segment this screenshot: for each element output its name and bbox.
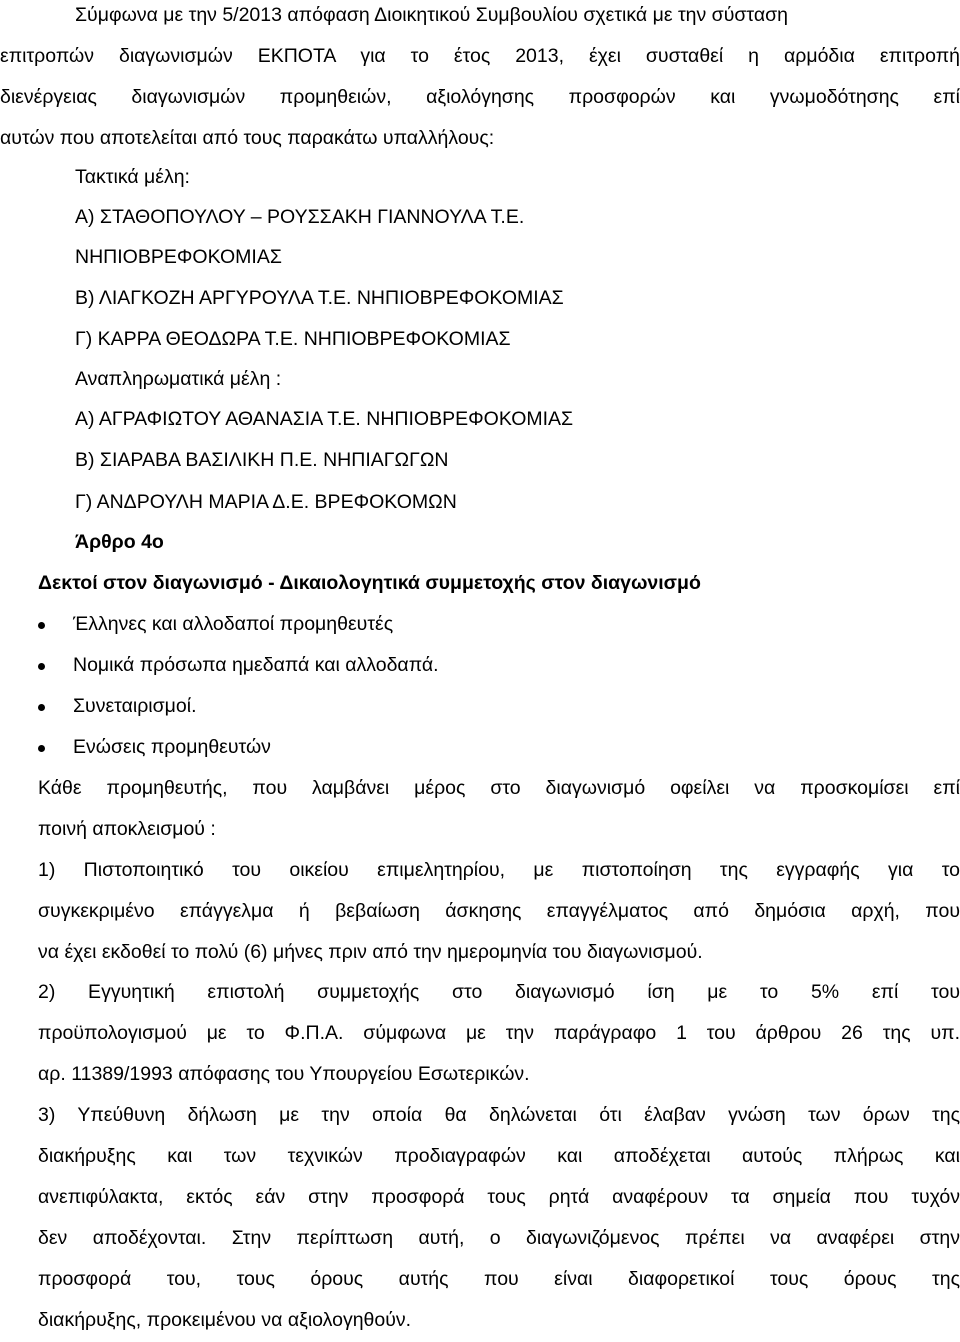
alternate-member-c: Γ) ΑΝΔΡΟΥΛΗ ΜΑΡΙΑ Δ.Ε. ΒΡΕΦΟΚΟΜΩΝ — [75, 491, 457, 513]
item-3-line-3: ανεπιφύλακτα, εκτός εάν στην προσφορά τους ρητά αναφέρουν τα σημεία που τυχόν — [38, 1186, 960, 1208]
bullet-item-3: Συνεταιρισμοί. — [73, 695, 197, 717]
article-title: Άρθρο 4ο — [75, 531, 164, 553]
intro-line-3: διενέργειας διαγωνισμών προμηθειών, αξιολόγησης προσφορών και γνωμοδότησης επί — [0, 86, 960, 108]
bullet-item-4: Ενώσεις προμηθευτών — [73, 736, 271, 758]
item-2-line-2: προϋπολογισμού με το Φ.Π.Α. σύμφωνα με την παράγραφο 1 του άρθρου 26 της υπ. — [38, 1022, 960, 1044]
bullet-dot — [38, 704, 45, 711]
intro-line-1: Σύμφωνα με την 5/2013 απόφαση Διοικητικού Συμβουλίου σχετικά με την σύσταση — [75, 4, 788, 26]
item-1-line-2: συγκεκριμένο επάγγελμα ή βεβαίωση άσκησης επαγγέλματος από δημόσια αρχή, που — [38, 900, 960, 922]
item-3-line-5: προσφορά του, τους όρους αυτής που είναι διαφορετικοί τους όρους της — [38, 1268, 960, 1290]
body-p1-line-2: ποινή αποκλεισμού : — [38, 818, 216, 840]
regular-member-c: Γ) ΚΑΡΡΑ ΘΕΟΔΩΡΑ Τ.Ε. ΝΗΠΙΟΒΡΕΦΟΚΟΜΙΑΣ — [75, 328, 511, 350]
regular-member-a: Α) ΣΤΑΘΟΠΟΥΛΟΥ – ΡΟΥΣΣΑΚΗ ΓΙΑΝΝΟΥΛΑ Τ.Ε. — [75, 206, 525, 228]
bullet-dot — [38, 622, 45, 629]
regular-member-b: Β) ΛΙΑΓΚΟΖΗ ΑΡΓΥΡΟΥΛΑ Τ.Ε. ΝΗΠΙΟΒΡΕΦΟΚΟΜΙΑΣ — [75, 287, 564, 309]
item-3-line-2: διακήρυξης και των τεχνικών προδιαγραφών και αποδέχεται αυτούς πλήρως και — [38, 1145, 960, 1167]
item-1-line-1: 1) Πιστοποιητικό του οικείου επιμελητηρίου, με πιστοποίηση της εγγραφής για το — [38, 859, 960, 881]
item-3-line-1: 3) Υπεύθυνη δήλωση με την οποία θα δηλώνεται ότι έλαβαν γνώση των όρων της — [38, 1104, 960, 1126]
item-3-line-6: διακήρυξης, προκειμένου να αξιολογηθούν. — [38, 1309, 412, 1331]
bullet-item-1: Έλληνες και αλλοδαποί προμηθευτές — [73, 613, 394, 635]
regular-members-heading: Τακτικά μέλη: — [75, 166, 190, 188]
alternate-member-a: Α) ΑΓΡΑΦΙΩΤΟΥ ΑΘΑΝΑΣΙΑ Τ.Ε. ΝΗΠΙΟΒΡΕΦΟΚΟΜΙΑΣ — [75, 408, 574, 430]
alternate-members-heading: Αναπληρωματικά μέλη : — [75, 368, 282, 390]
bullet-dot — [38, 745, 45, 752]
article-subtitle: Δεκτοί στον διαγωνισμό - Δικαιολογητικά συμμετοχής στον διαγωνισμό — [38, 572, 701, 594]
alternate-member-b: Β) ΣΙΑΡΑΒΑ ΒΑΣΙΛΙΚΗ Π.Ε. ΝΗΠΙΑΓΩΓΩΝ — [75, 449, 449, 471]
bullet-item-2: Νομικά πρόσωπα ημεδαπά και αλλοδαπά. — [73, 654, 439, 676]
item-3-line-4: δεν αποδέχονται. Στην περίπτωση αυτή, ο διαγωνιζόμενος πρέπει να αναφέρει στην — [38, 1227, 960, 1249]
item-2-line-3: αρ. 11389/1993 απόφασης του Υπουργείου Εσωτερικών. — [38, 1063, 530, 1085]
intro-line-4: αυτών που αποτελείται από τους παρακάτω υπαλλήλους: — [0, 127, 495, 149]
regular-member-a-cont: ΝΗΠΙΟΒΡΕΦΟΚΟΜΙΑΣ — [75, 246, 282, 268]
bullet-dot — [38, 663, 45, 670]
body-p1-line-1: Κάθε προμηθευτής, που λαμβάνει μέρος στο διαγωνισμό οφείλει να προσκομίσει επί — [38, 777, 960, 799]
item-1-line-3: να έχει εκδοθεί το πολύ (6) μήνες πριν από την ημερομηνία του διαγωνισμού. — [38, 941, 703, 963]
intro-line-2: επιτροπών διαγωνισμών ΕΚΠΟΤΑ για το έτος 2013, έχει συσταθεί η αρμόδια επιτροπή — [0, 45, 960, 67]
item-2-line-1: 2) Εγγυητική επιστολή συμμετοχής στο διαγωνισμό ίση με το 5% επί του — [38, 981, 960, 1003]
